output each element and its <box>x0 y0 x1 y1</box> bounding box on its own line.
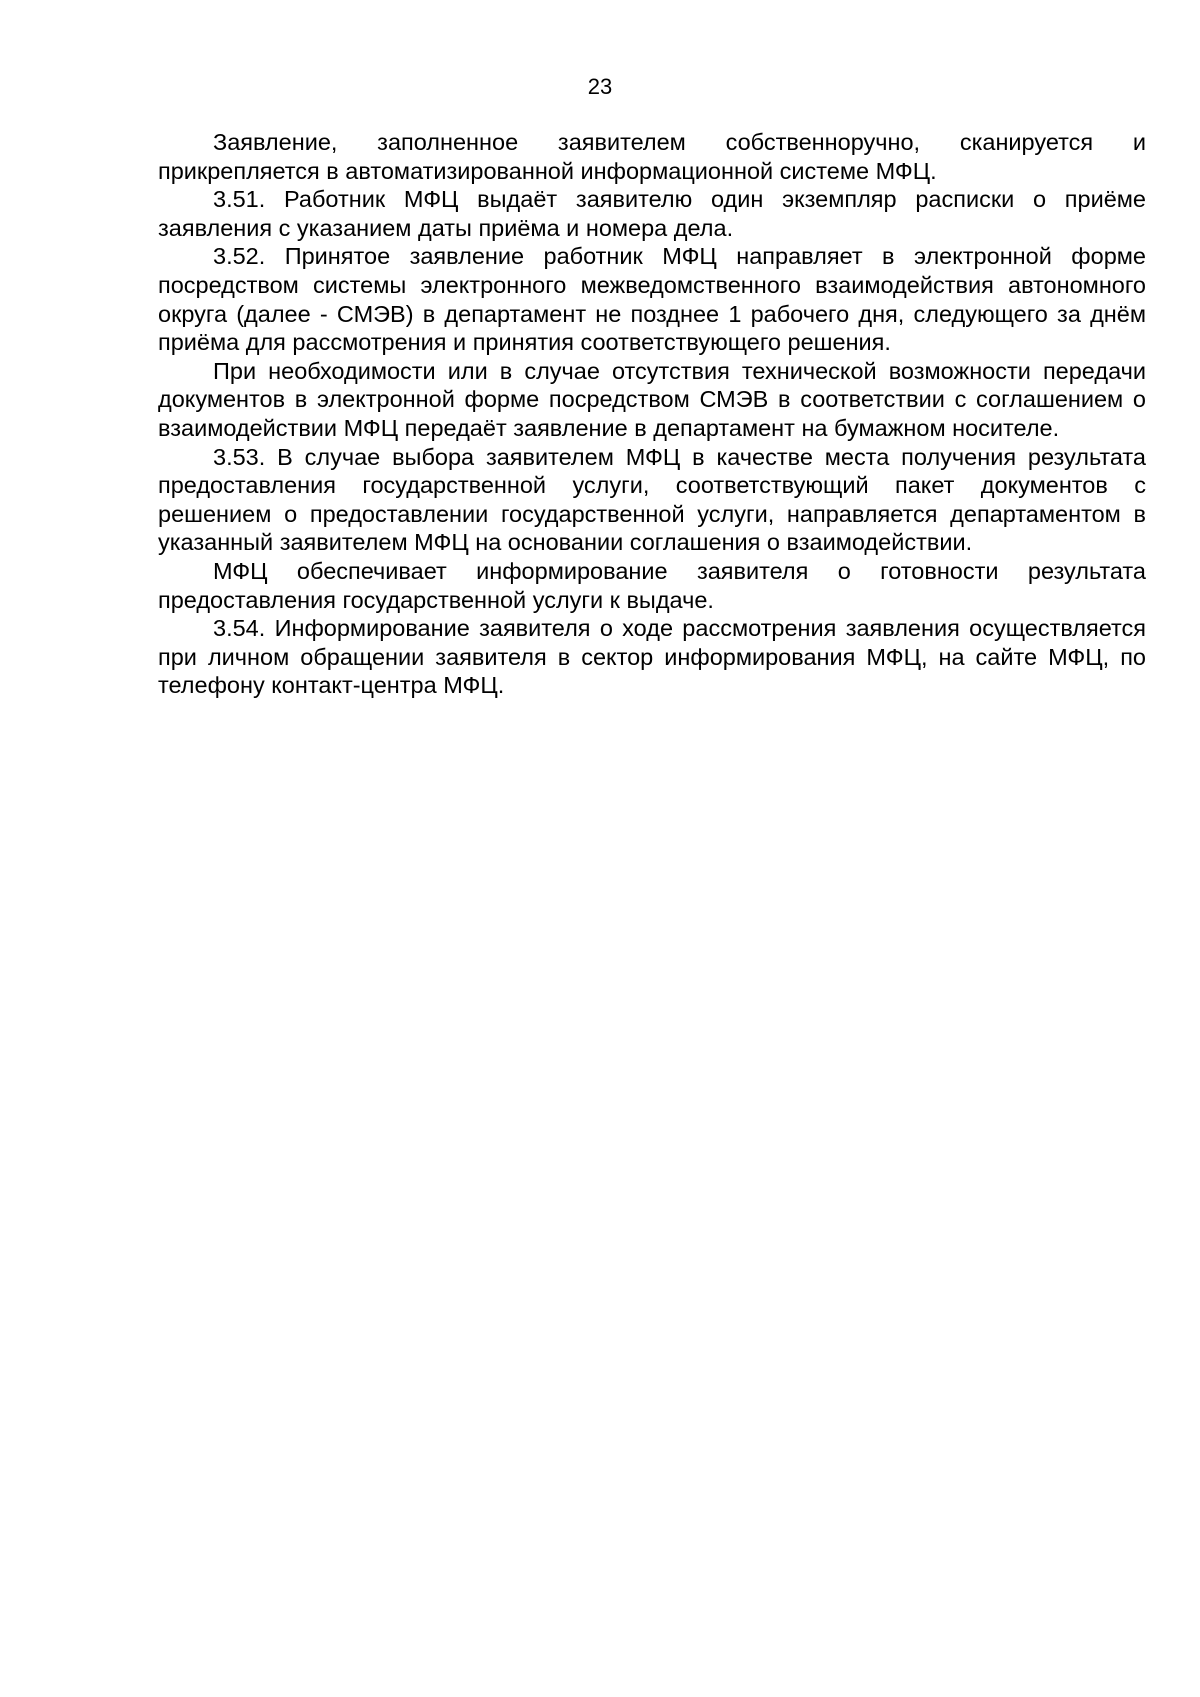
paragraph-paper-transfer: При необходимости или в случае отсутствия технической возможности передачи документов в электронной форме посредством СМЭВ в соответствии с соглашением о взаимодействии МФЦ передаёт заявление в департамент на бумажном носителе. <box>158 357 1146 441</box>
paragraph-3-51: 3.51. Работник МФЦ выдаёт заявителю один экземпляр расписки о приёме заявления с указанием даты приёма и номера дела. <box>158 186 1146 241</box>
paragraph-application-scan: Заявление, заполненное заявителем собственноручно, сканируется и прикрепляется в автоматизированной информационной системе МФЦ. <box>158 129 1146 184</box>
paragraph-mfc-informing: МФЦ обеспечивает информирование заявителя о готовности результата предоставления государственной услуги к выдаче. <box>158 557 1146 613</box>
paragraph-3-54: 3.54. Информирование заявителя о ходе рассмотрения заявления осуществляется при личном обращении заявителя в сектор информирования МФЦ, на сайте МФЦ, по телефону контакт-центра МФЦ. <box>158 615 1146 699</box>
document-body <box>158 128 1146 700</box>
page-number: 23 <box>587 74 613 99</box>
paragraph-3-53: 3.53. В случае выбора заявителем МФЦ в качестве места получения результата предоставления государственной услуги, соответствующий пакет документов с решением о предоставлении государственной услуги, направляется департаментом в указанный заявителем МФЦ на основании соглашения о взаимодействии. <box>158 443 1146 556</box>
paragraph-3-52: 3.52. Принятое заявление работник МФЦ направляет в электронной форме посредством системы электронного межведомственного взаимодействия автономного округа (далее - СМЭВ) в департамент не позднее 1 рабочего дня, следующего за днём приёма для рассмотрения и принятия соответствующего решения. <box>158 243 1146 356</box>
